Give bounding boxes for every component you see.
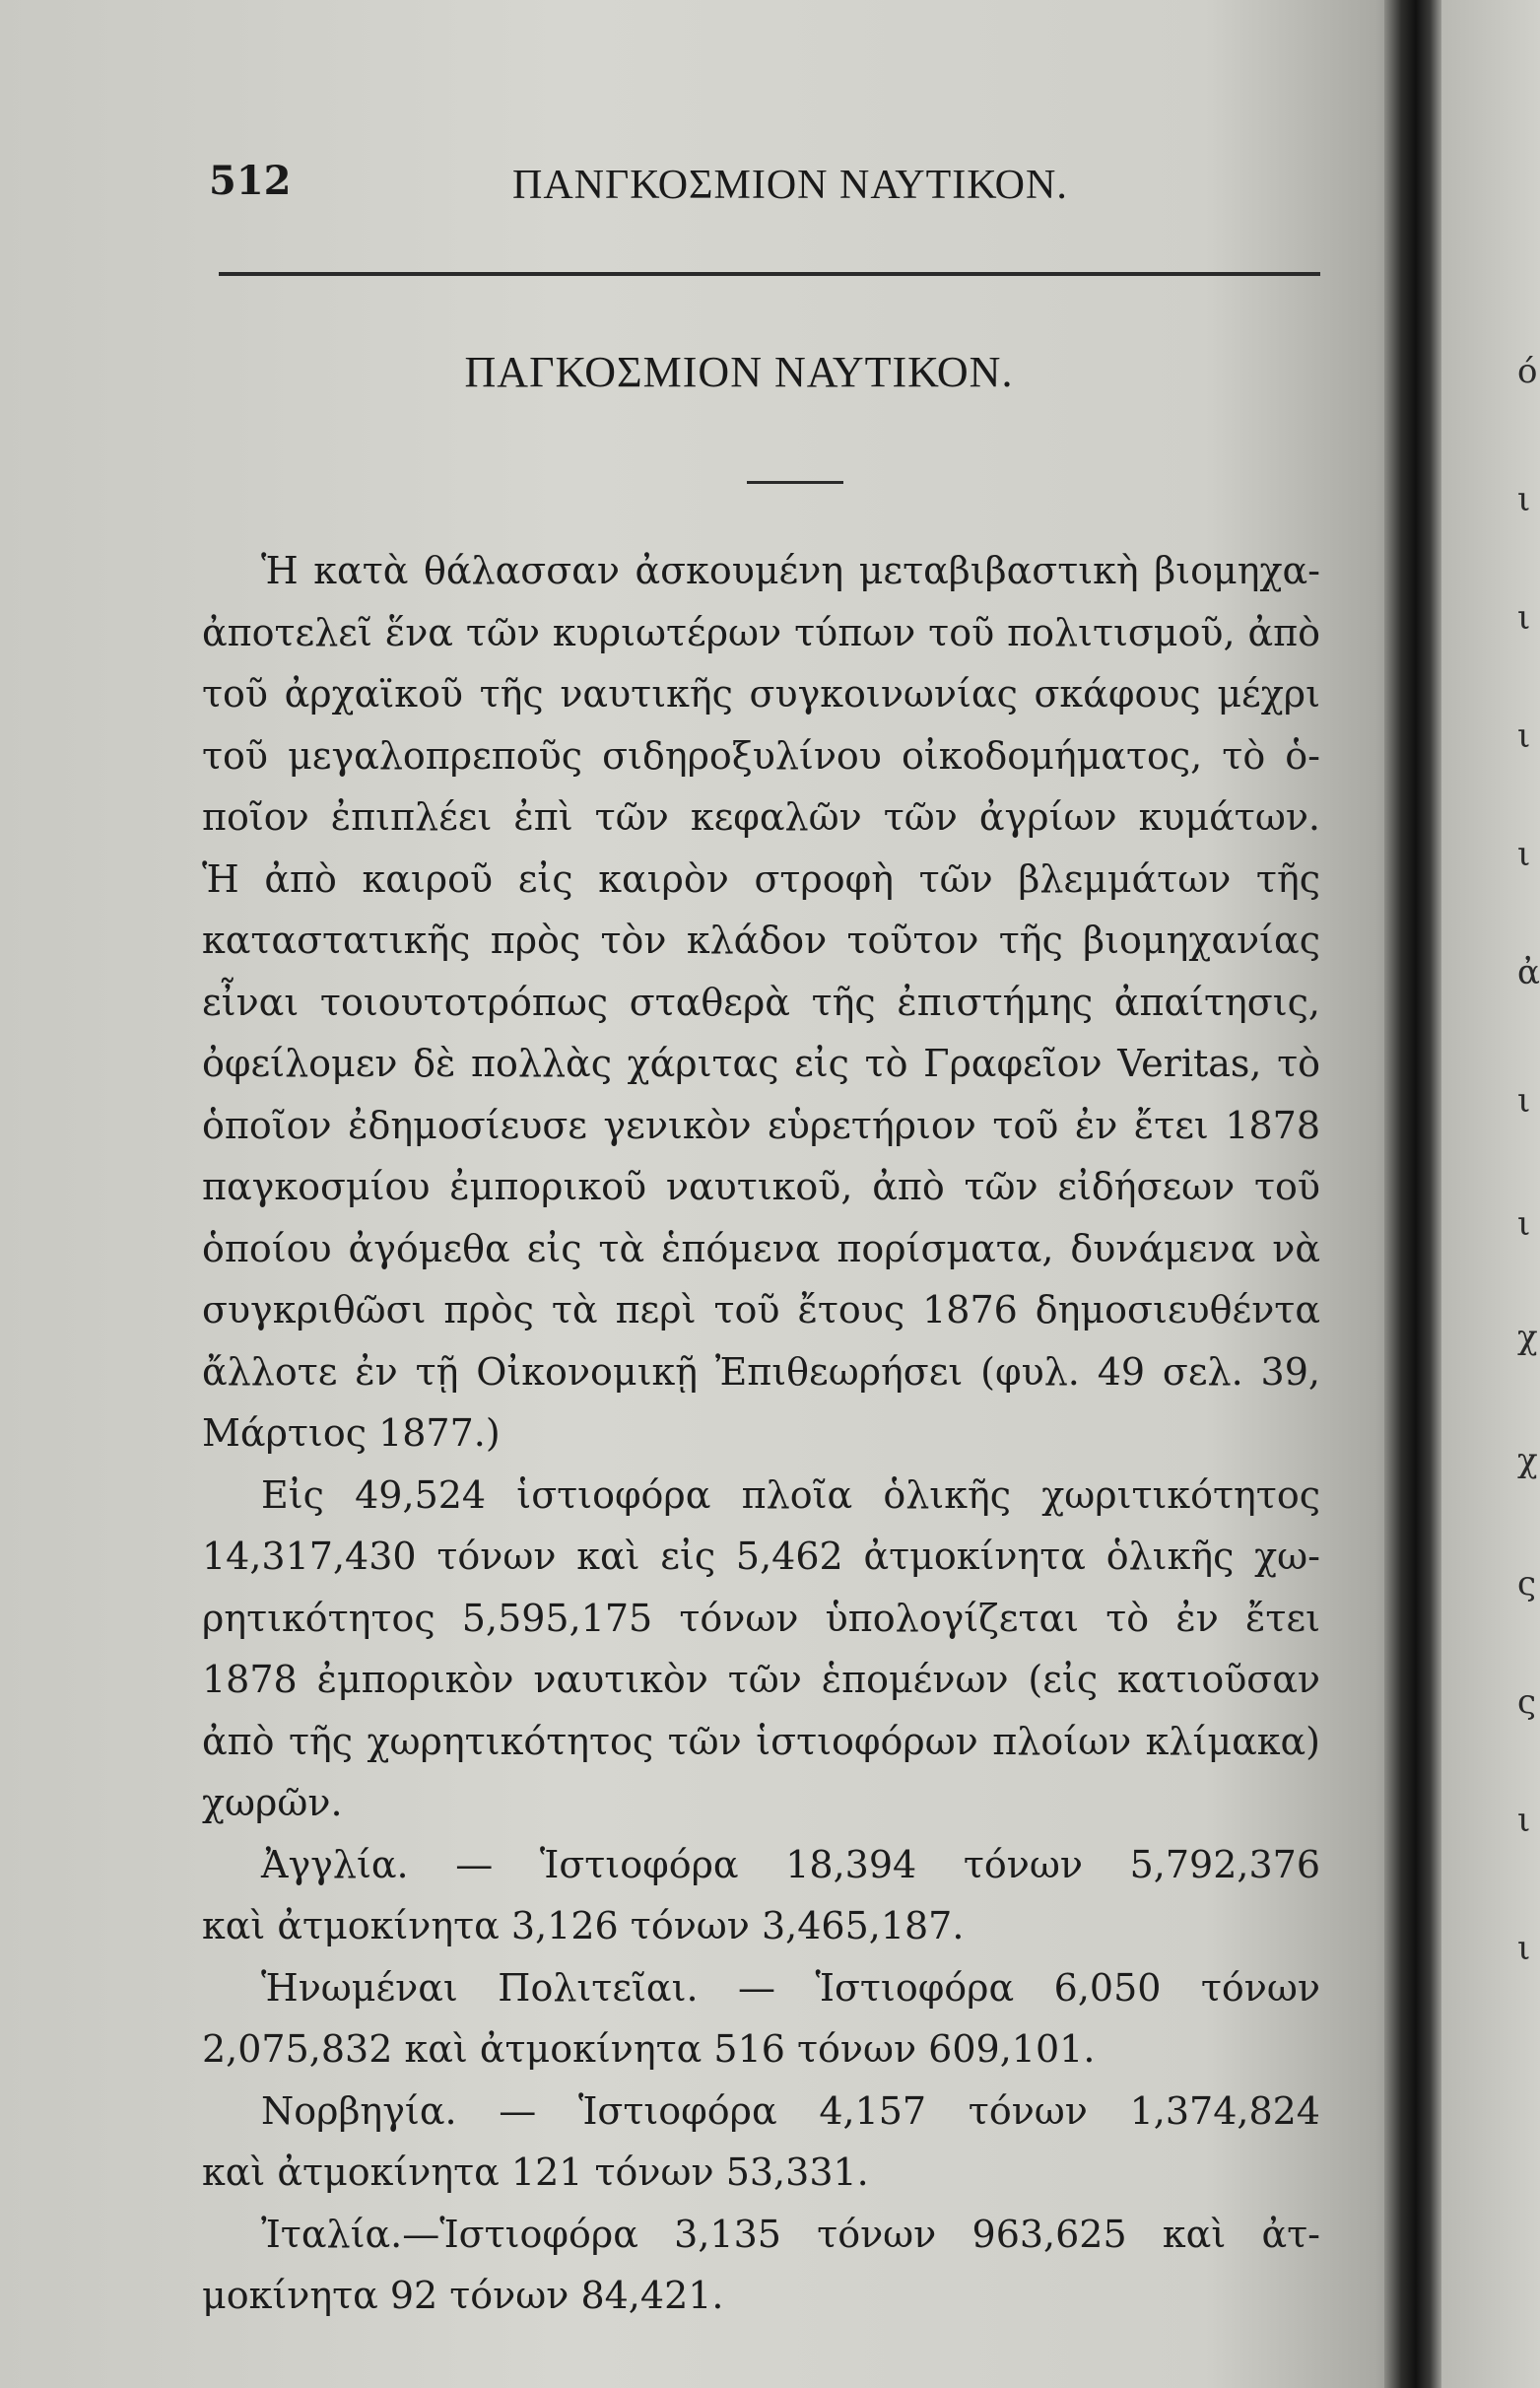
header-rule: [219, 272, 1320, 276]
text-line: ἄλλοτε ἐν τῇ Οἰκονομικῇ Ἐπιθεωρήσει (φυλ. 49 σελ. 39,: [202, 1349, 1320, 1394]
text-line: παγκοσμίου ἐμπορικοῦ ναυτικοῦ, ἀπὸ τῶν εἰδήσεων τοῦ: [202, 1165, 1320, 1208]
facing-page-glyph: ι: [1517, 1204, 1531, 1244]
running-head: [0, 158, 1419, 217]
facing-page-glyph: ι: [1517, 480, 1531, 519]
text-line: Ἰταλία.—Ἱστιοφόρα 3,135 τόνων 963,625 καὶ ἀτ-: [261, 2212, 1320, 2256]
facing-page-glyph: ἀ: [1517, 953, 1540, 992]
text-line: καταστατικῆς πρὸς τὸν κλάδον τοῦτον τῆς βιομηχανίας: [202, 919, 1320, 962]
page-number: 512: [209, 158, 292, 204]
facing-page-glyph: ι: [1517, 1081, 1531, 1121]
facing-page-glyph: ι: [1517, 716, 1531, 756]
text-line: χωρῶν.: [202, 1781, 343, 1824]
text-line: ὁποίου ἀγόμεθα εἰς τὰ ἑπόμενα πορίσματα, δυνάμενα νὰ: [202, 1226, 1320, 1270]
text-line: Ἀγγλία. — Ἱστιοφόρα 18,394 τόνων 5,792,376: [261, 1842, 1320, 1886]
facing-page-glyph: ς: [1517, 1564, 1537, 1603]
facing-page-glyph: ι: [1517, 1801, 1531, 1840]
facing-page-glyph: ι: [1517, 835, 1531, 874]
text-line: ἀπὸ τῆς χωρητικότητος τῶν ἱστιοφόρων πλοίων κλίμακα): [202, 1719, 1320, 1763]
text-line: συγκριθῶσι πρὸς τὰ περὶ τοῦ ἔτους 1876 δημοσιευθέντα: [202, 1288, 1320, 1331]
facing-page-glyph: ς: [1517, 1682, 1537, 1722]
book-gutter: [1384, 0, 1441, 2388]
text-line: καὶ ἀτμοκίνητα 3,126 τόνων 3,465,187.: [202, 1904, 965, 1947]
text-line: 1878 ἐμπορικὸν ναυτικὸν τῶν ἑπομένων (εἰς κατιοῦσαν: [202, 1658, 1320, 1701]
text-line: μοκίνητα 92 τόνων 84,421.: [202, 2274, 724, 2317]
facing-page-glyph: χ: [1517, 1318, 1538, 1357]
title-rule: [747, 481, 843, 484]
text-line: 14,317,430 τόνων καὶ εἰς 5,462 ἀτμοκίνητα ὁλικῆς χω-: [202, 1535, 1320, 1578]
facing-page-glyph: ι: [1517, 1929, 1531, 1968]
text-line: ἀποτελεῖ ἕνα τῶν κυριωτέρων τύπων τοῦ πολιτισμοῦ, ἀπὸ: [202, 610, 1320, 654]
text-line: Ἡ κατὰ θάλασσαν ἀσκουμένη μεταβιβαστικὴ βιομηχα-: [261, 549, 1320, 592]
facing-page-glyph: ό: [1517, 352, 1538, 391]
text-line: 2,075,832 καὶ ἀτμοκίνητα 516 τόνων 609,101.: [202, 2027, 1096, 2071]
running-title: ΠΑΝΓΚΟΣΜΙΟΝ ΝΑΥΤΙΚΟΝ.: [512, 163, 1068, 208]
text-line: Νορβηγία. — Ἱστιοφόρα 4,157 τόνων 1,374,824: [261, 2088, 1320, 2133]
text-line: Μάρτιος 1877.): [202, 1411, 501, 1455]
text-line: ρητικότητος 5,595,175 τόνων ὑπολογίζεται τὸ ἐν ἔτει: [202, 1596, 1320, 1640]
text-line: Ἡ ἀπὸ καιροῦ εἰς καιρὸν στροφὴ τῶν βλεμμάτων τῆς: [202, 856, 1320, 901]
text-line: Ἡνωμέναι Πολιτεῖαι. — Ἱστιοφόρα 6,050 τόνων: [261, 1965, 1320, 2010]
facing-page-glyph: χ: [1517, 1441, 1538, 1480]
facing-page-glyph: ι: [1517, 598, 1531, 638]
text-line: ποῖον ἐπιπλέει ἐπὶ τῶν κεφαλῶν τῶν ἀγρίων κυμάτων.: [202, 795, 1320, 839]
text-line: τοῦ ἀρχαϊκοῦ τῆς ναυτικῆς συγκοινωνίας σκάφους μέχρι: [202, 672, 1320, 716]
text-line: ὁποῖον ἐδημοσίευσε γενικὸν εὑρετήριον τοῦ ἐν ἔτει 1878: [202, 1103, 1320, 1147]
text-line: Εἰς 49,524 ἱστιοφόρα πλοῖα ὁλικῆς χωριτικότητος: [261, 1472, 1320, 1517]
chapter-title: ΠΑΓΚΟΣΜΙΟΝ ΝΑΥΤΙΚΟΝ.: [464, 348, 1014, 396]
text-line: εἶναι τοιουτοτρόπως σταθερὰ τῆς ἐπιστήμης ἀπαίτησις,: [202, 980, 1320, 1024]
text-line: καὶ ἀτμοκίνητα 121 τόνων 53,331.: [202, 2150, 869, 2194]
text-line: ὀφείλομεν δὲ πολλὰς χάριτας εἰς τὸ Γραφεῖον Veritas, τὸ: [202, 1042, 1320, 1085]
body-text: [202, 540, 1320, 2327]
text-line: τοῦ μεγαλοπρεποῦς σιδηροξυλίνου οἰκοδομήματος, τὸ ὁ-: [202, 733, 1320, 778]
